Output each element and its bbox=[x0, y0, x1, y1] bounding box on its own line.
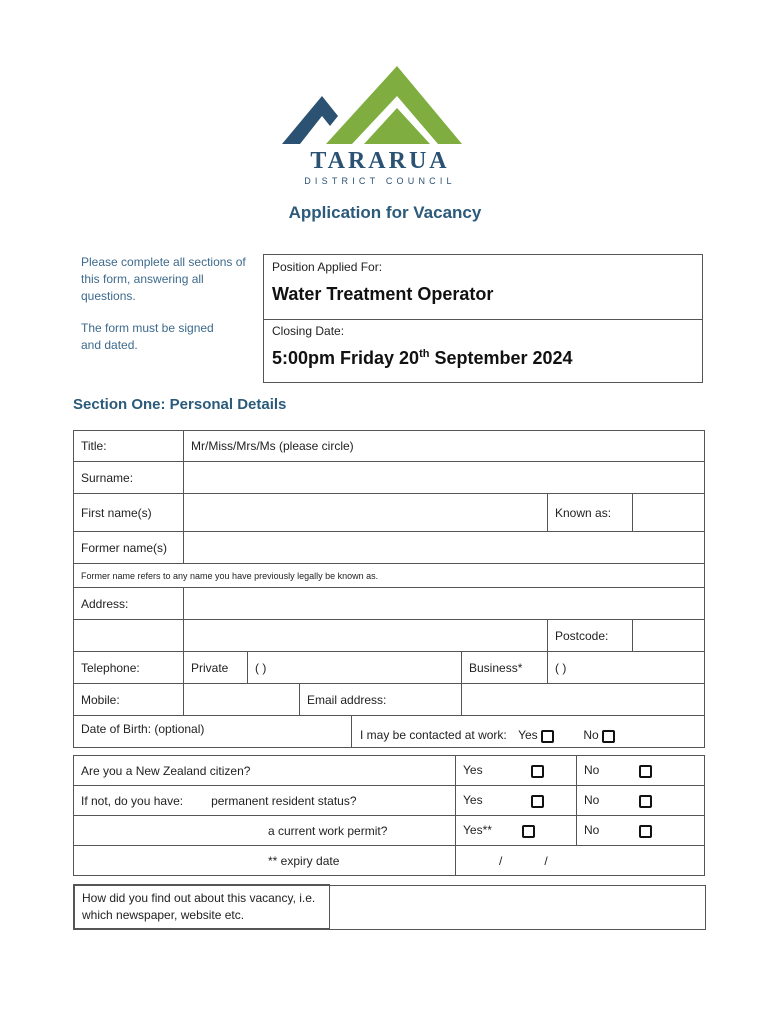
position-label: Position Applied For: bbox=[272, 260, 383, 274]
intro-instructions: Please complete all sections of this form, answering all questions. bbox=[81, 255, 246, 303]
expiry-date-label: ** expiry date bbox=[74, 846, 456, 876]
personal-details-table bbox=[73, 430, 705, 748]
business-phone-field[interactable]: ( ) bbox=[548, 652, 705, 684]
postcode-label: Postcode: bbox=[548, 620, 633, 652]
contact-at-work-cell: I may be contacted at work: Yes No bbox=[352, 716, 705, 748]
telephone-label: Telephone: bbox=[74, 652, 184, 684]
nz-citizen-yes-cell: Yes bbox=[456, 756, 577, 786]
known-as-field[interactable] bbox=[633, 494, 705, 532]
nz-citizen-no-cell: No bbox=[577, 756, 705, 786]
work-permit-no-cell: No bbox=[577, 816, 705, 846]
resident-no-checkbox[interactable] bbox=[639, 795, 652, 808]
known-as-label: Known as: bbox=[548, 494, 633, 532]
vacancy-source-field[interactable] bbox=[329, 885, 705, 929]
citizenship-table bbox=[73, 755, 705, 876]
private-label: Private bbox=[184, 652, 248, 684]
resident-yes-checkbox[interactable] bbox=[531, 795, 544, 808]
nz-citizen-no-checkbox[interactable] bbox=[639, 765, 652, 778]
business-label: Business* bbox=[462, 652, 548, 684]
resident-yes-cell: Yes bbox=[456, 786, 577, 816]
address-field-line1[interactable] bbox=[184, 588, 705, 620]
dob-label[interactable]: Date of Birth: (optional) bbox=[74, 716, 352, 748]
logo-name: TARARUA bbox=[310, 148, 450, 174]
expiry-date-field[interactable]: / / bbox=[456, 846, 705, 876]
form-title: Application for Vacancy bbox=[288, 203, 482, 222]
email-field[interactable] bbox=[462, 684, 705, 716]
surname-label: Surname: bbox=[74, 462, 184, 494]
logo-subtitle: DISTRICT COUNCIL bbox=[304, 176, 456, 186]
title-label: Title: bbox=[74, 431, 184, 462]
mobile-label: Mobile: bbox=[74, 684, 184, 716]
position-box bbox=[263, 254, 703, 383]
first-names-label: First name(s) bbox=[74, 494, 184, 532]
work-permit-question: a current work permit? bbox=[74, 816, 456, 846]
first-names-field[interactable] bbox=[184, 494, 548, 532]
private-phone-field[interactable]: ( ) bbox=[248, 652, 462, 684]
former-names-label: Former name(s) bbox=[74, 532, 184, 564]
former-name-note: Former name refers to any name you have previously legally be known as. bbox=[74, 564, 705, 588]
work-permit-yes-cell: Yes** bbox=[456, 816, 577, 846]
closing-date-label: Closing Date: bbox=[272, 324, 345, 338]
title-options[interactable]: Mr/Miss/Mrs/Ms (please circle) bbox=[184, 431, 705, 462]
vacancy-source-table bbox=[73, 884, 706, 930]
contact-work-no-checkbox[interactable] bbox=[602, 730, 615, 743]
vacancy-source-label: How did you find out about this vacancy, i.e. which newspaper, website etc. bbox=[74, 885, 329, 929]
mobile-field[interactable] bbox=[184, 684, 300, 716]
work-permit-no-checkbox[interactable] bbox=[639, 825, 652, 838]
nz-citizen-question: Are you a New Zealand citizen? bbox=[74, 756, 456, 786]
address-extra-cell bbox=[74, 620, 184, 652]
closing-date-value: 5:00pm Friday 20th September 2024 bbox=[272, 348, 573, 368]
resident-no-cell: No bbox=[577, 786, 705, 816]
email-label: Email address: bbox=[300, 684, 462, 716]
nz-citizen-yes-checkbox[interactable] bbox=[531, 765, 544, 778]
position-value: Water Treatment Operator bbox=[272, 284, 494, 304]
address-field-line2[interactable] bbox=[184, 620, 548, 652]
intro-signature-note: The form must be signed and dated. bbox=[81, 321, 214, 352]
address-label: Address: bbox=[74, 588, 184, 620]
contact-work-yes-checkbox[interactable] bbox=[541, 730, 554, 743]
work-permit-yes-checkbox[interactable] bbox=[522, 825, 535, 838]
former-names-field[interactable] bbox=[184, 532, 705, 564]
resident-question: If not, do you have: permanent resident status? bbox=[74, 786, 456, 816]
section-one-title: Section One: Personal Details bbox=[73, 396, 287, 413]
surname-field[interactable] bbox=[184, 462, 705, 494]
postcode-field[interactable] bbox=[633, 620, 705, 652]
